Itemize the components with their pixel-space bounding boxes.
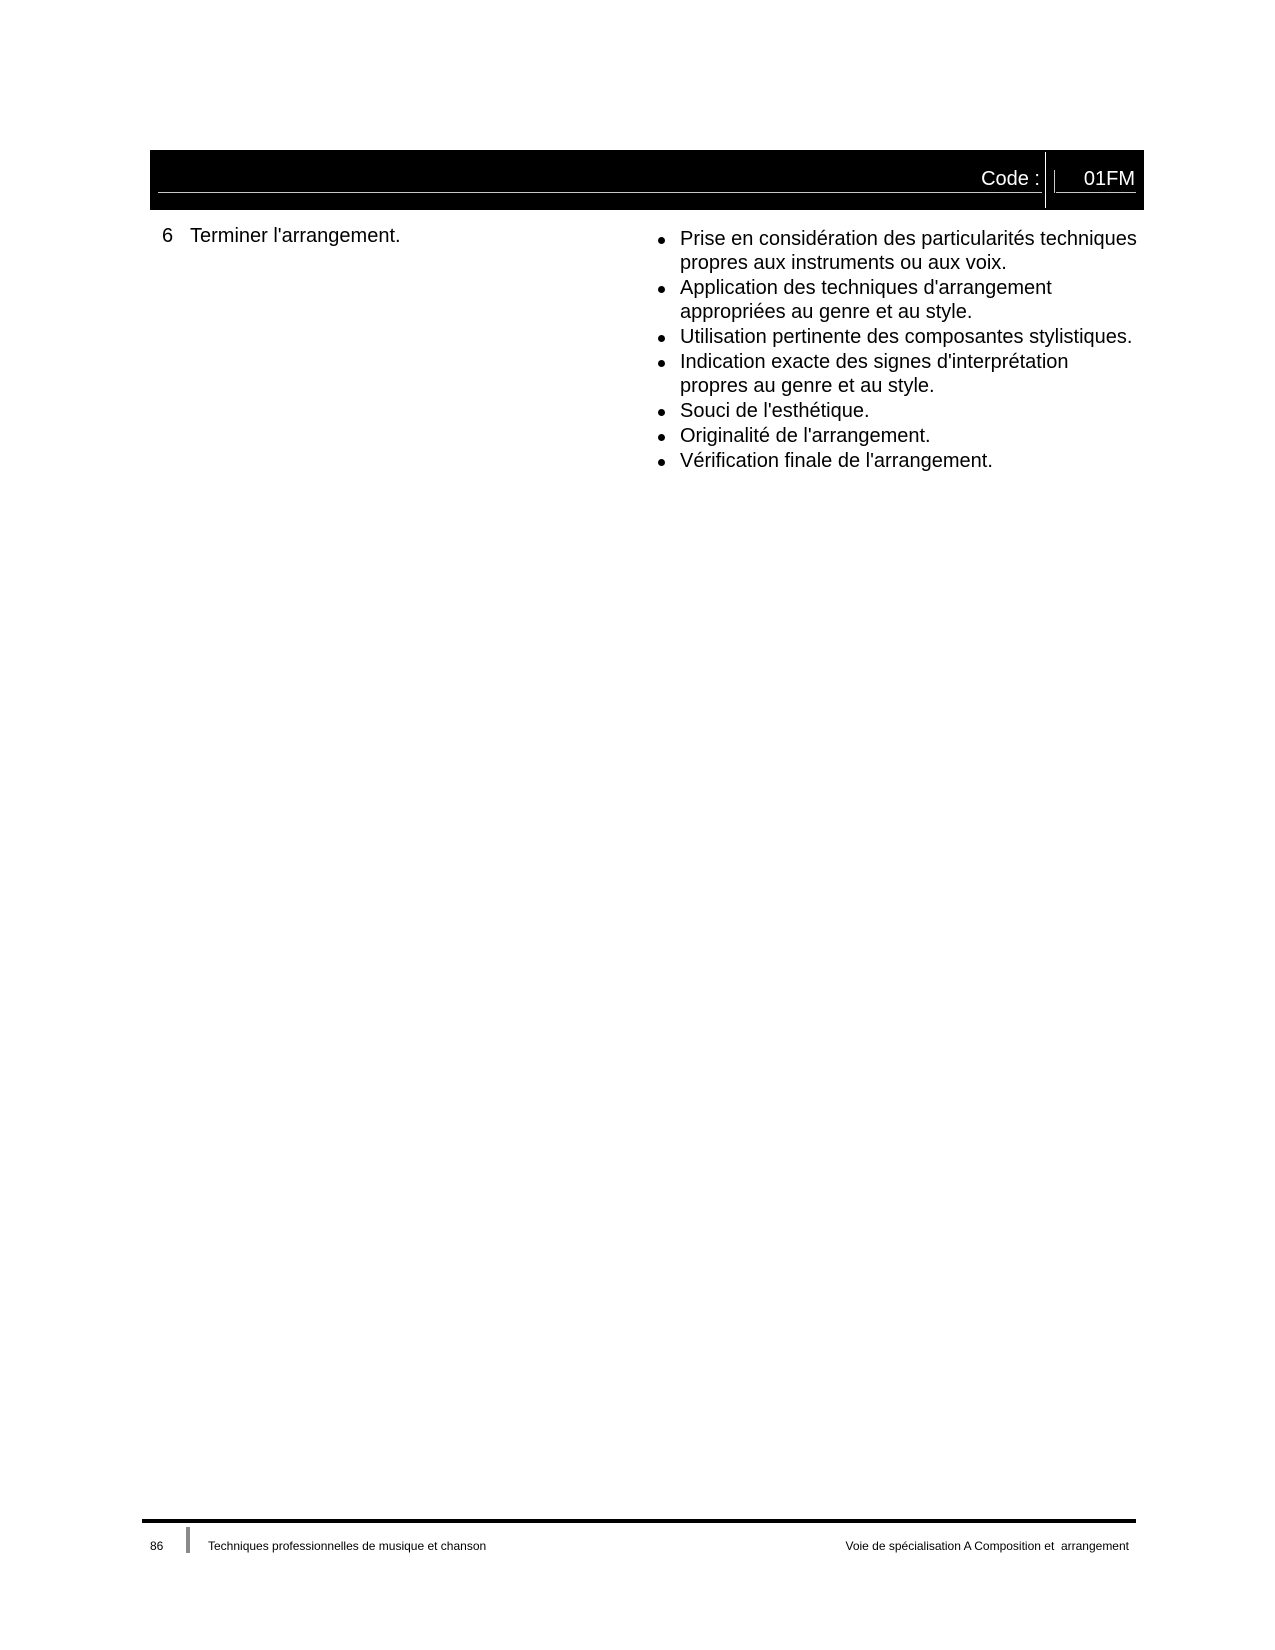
- criteria-item: [658, 399, 1138, 423]
- header-bar: [150, 150, 1144, 210]
- criteria-item: [658, 424, 1138, 448]
- criteria-text: Originalité de l'arrangement.: [680, 425, 931, 447]
- code-label: Code :: [981, 168, 1040, 190]
- page-number: 86: [150, 1539, 164, 1553]
- bullet-icon: [658, 286, 665, 293]
- criteria-text: Souci de l'esthétique.: [680, 400, 870, 422]
- header-rule: [158, 192, 1042, 193]
- code-value: 01FM: [1083, 168, 1135, 190]
- bullet-icon: [658, 360, 665, 367]
- footer-specialisation-title: Voie de spécialisation A Composition et arrangement: [845, 1539, 1129, 1553]
- bullet-icon: [658, 237, 665, 244]
- criteria-item: [658, 227, 1138, 275]
- bullet-icon: [658, 335, 665, 342]
- criteria-text: Utilisation pertinente des composantes stylistiques.: [680, 326, 1133, 348]
- criteria-text: Application des techniques d'arrangement appropriées au genre et au style.: [680, 277, 1052, 323]
- step-row: [162, 224, 401, 248]
- criteria-item: [658, 449, 1138, 473]
- header-divider: [1045, 152, 1046, 208]
- criteria-item: [658, 325, 1138, 349]
- code-box-tick: [1054, 170, 1055, 193]
- footer-rule: [142, 1519, 1136, 1523]
- criteria-item: [658, 276, 1138, 324]
- step-number: 6: [162, 225, 174, 247]
- criteria-item: [658, 350, 1138, 398]
- criteria-text: Indication exacte des signes d'interprétation propres au genre et au style.: [680, 351, 1069, 397]
- criteria-list: [658, 227, 1138, 474]
- code-box-rule: [1056, 192, 1136, 193]
- bullet-icon: [658, 409, 665, 416]
- bullet-icon: [658, 434, 665, 441]
- footer-separator: [186, 1527, 190, 1553]
- bullet-icon: [658, 459, 665, 466]
- step-text: Terminer l'arrangement.: [190, 225, 401, 247]
- criteria-text: Vérification finale de l'arrangement.: [680, 450, 993, 472]
- footer-program-title: Techniques professionnelles de musique et chanson: [208, 1539, 487, 1553]
- criteria-text: Prise en considération des particularités techniques propres aux instruments ou aux voix.: [680, 228, 1137, 274]
